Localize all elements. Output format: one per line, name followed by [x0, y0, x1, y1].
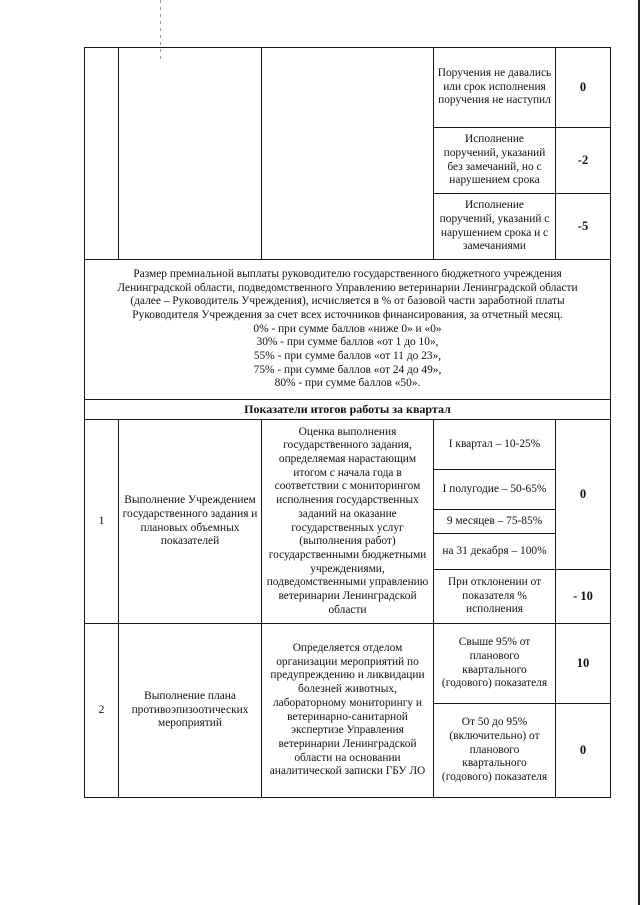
premium-text	[85, 260, 611, 400]
section-title: Показатели итогов работы за квартал	[85, 400, 611, 420]
criterion-cell: От 50 до 95% (включительно) от планового квартального (годового) показателя	[434, 704, 556, 798]
criterion-cell: 9 месяцев – 75-85%	[434, 510, 556, 534]
method-cell: Оценка выполнения государственного задания, определяемая нарастающим итогом с начала года в соответствии с мониторингом исполнения государственных заданий на оказание государственных услуг (выполнения работ) государственными бюджетными учреждениями, подведомственными управлению ветеринарии Ленинградской области	[262, 420, 434, 624]
section-row	[85, 400, 611, 420]
criterion-cell: Свыше 95% от планового квартального (годового) показателя	[434, 624, 556, 704]
method-cell	[262, 48, 434, 260]
indicator-name-cell: Выполнение Учреждением государственного задания и плановых объемных показателей	[119, 420, 262, 624]
method-cell: Определяется отделом организации мероприятий по предупреждению и ликвидации болезней животных, лабораторному мониторингу и ветеринарно-санитарной экспертизе Управления ветеринарии Ленинградской области на основании аналитической записки ГБУ ЛО	[262, 624, 434, 798]
criterion-cell: При отклонении от показателя % исполнения	[434, 570, 556, 624]
num-cell: 1	[85, 420, 119, 624]
score-cell: 10	[556, 624, 611, 704]
criterion-cell: Исполнение поручений, указаний с нарушением срока и с замечаниями	[434, 194, 556, 260]
premium-line: Руководителя Учреждения за счет всех источников финансирования, за отчетный месяц.	[132, 308, 563, 321]
indicator-name-cell	[119, 48, 262, 260]
criterion-cell: I квартал – 10-25%	[434, 420, 556, 470]
premium-line: 55% - при сумме баллов «от 11 до 23»,	[253, 350, 442, 363]
criterion-cell: Исполнение поручений, указаний без замечаний, но с нарушением срока	[434, 128, 556, 194]
criterion-cell: I полугодие – 50-65%	[434, 470, 556, 510]
criterion-cell: Поручения не давались или срок исполнения поручения не наступил	[434, 48, 556, 128]
premium-line: 30% - при сумме баллов «от 1 до 10»,	[256, 336, 439, 349]
score-cell: -5	[556, 194, 611, 260]
score-cell: 0	[556, 48, 611, 128]
premium-line: 0% - при сумме баллов «ниже 0» и «0»	[253, 322, 442, 335]
table-row	[85, 420, 611, 470]
score-cell: - 10	[556, 570, 611, 624]
table-row	[85, 624, 611, 704]
premium-line: 80% - при сумме баллов «50».	[274, 377, 421, 390]
premium-line: (далее – Руководитель Учреждения), исчисляется в % от базовой части заработной платы	[130, 295, 565, 308]
score-cell: -2	[556, 128, 611, 194]
premium-line: Размер премиальной выплаты руководителю государственного бюджетного учреждения	[133, 267, 562, 280]
criteria-table	[84, 47, 611, 798]
criterion-cell: на 31 декабря – 100%	[434, 534, 556, 570]
num-cell	[85, 48, 119, 260]
premium-line: Ленинградской области, подведомственного Управлению ветеринарии Ленинградской области	[117, 281, 578, 294]
score-cell: 0	[556, 704, 611, 798]
score-cell: 0	[556, 420, 611, 570]
premium-row	[85, 260, 611, 400]
num-cell: 2	[85, 624, 119, 798]
premium-line: 75% - при сумме баллов «от 24 до 49»,	[253, 363, 442, 376]
table-row	[85, 48, 611, 128]
indicator-name-cell: Выполнение плана противоэпизоотических мероприятий	[119, 624, 262, 798]
